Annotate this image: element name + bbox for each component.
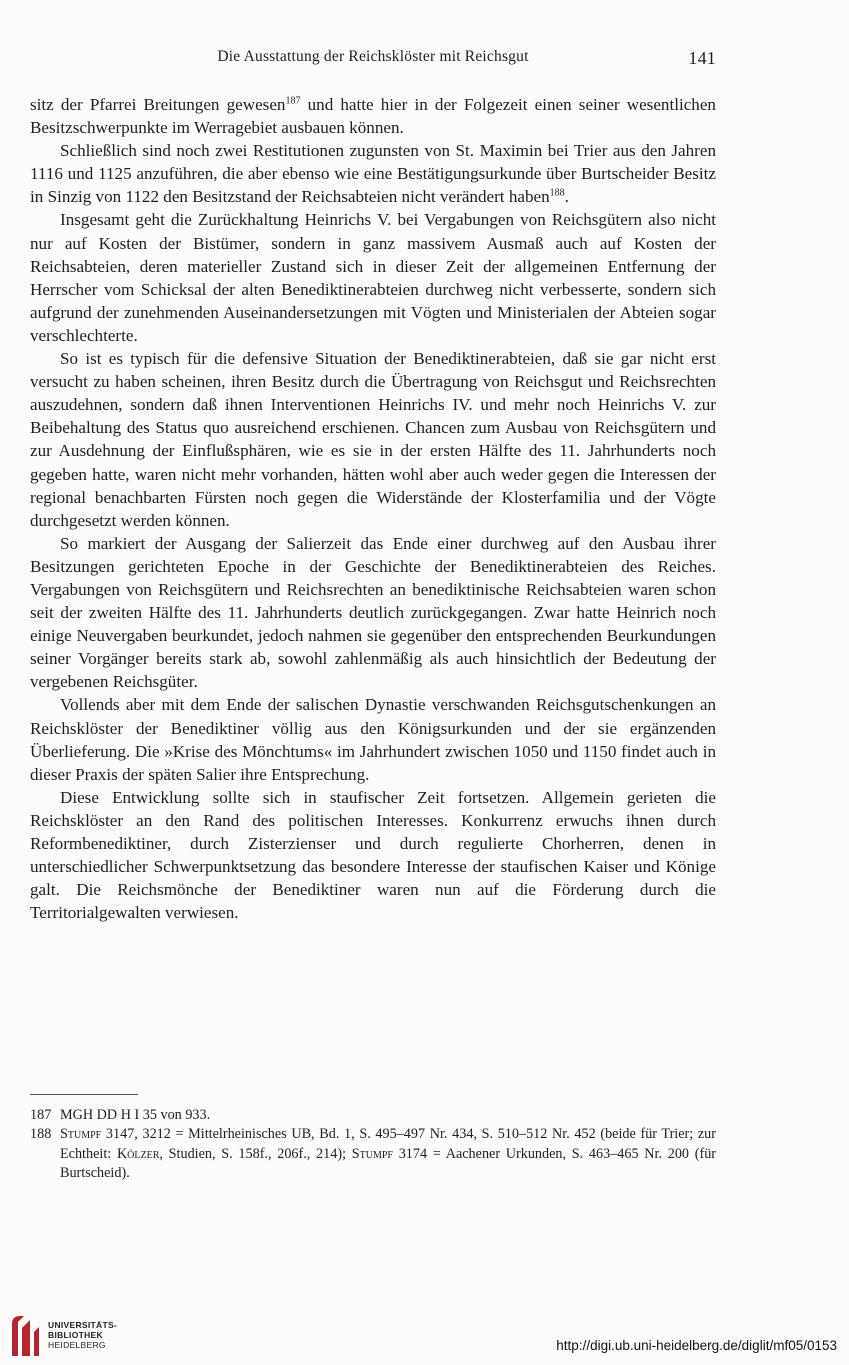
source-url-link[interactable]: http://digi.ub.uni-heidelberg.de/diglit/mf05/0153 bbox=[556, 1338, 837, 1353]
footnote-ref-188[interactable]: 188 bbox=[549, 187, 565, 199]
paragraph-2-text-a: Schließlich sind noch zwei Restitutionen zugunsten von St. Maximin bei Trier aus den Jahren 1116 und 1125 anzuführen, die aber ebenso wie eine Bestätigungsurkunde über Burtscheider Besitz in Sinzig von 1122 den Besitzstand der Reichsabteien nicht verändert haben bbox=[30, 141, 716, 207]
library-logo bbox=[8, 1310, 138, 1360]
footnote-text: , Studien, S. 158f., 206f., 214); bbox=[159, 1145, 352, 1162]
library-name bbox=[48, 1320, 138, 1350]
footnote-text: 3174 = Aachener Urkunden, S. 463–465 Nr. 200 (für Burtscheid). bbox=[60, 1145, 717, 1181]
paragraph-7: Diese Entwicklung sollte sich in staufischer Zeit fortsetzen. Allgemein gerieten die Reichsklöster an den Rand des politischen Interesses. Konkurrenz erwuchs ihnen durch Reformbenediktiner, durch Zisterzienser und durch regulierte Chorherren, denen in unterschiedlicher Schwerpunktsetzung das besondere Interesse der staufischen Kaiser und Könige galt. Die Reichsmönche der Benediktiner waren nun auf die Förderung durch die Territorialgewalten verwiesen. bbox=[30, 787, 716, 923]
footnote-number: 188 bbox=[30, 1126, 52, 1143]
paragraph-1-text-a: sitz der Pfarrei Breitungen gewesen bbox=[30, 95, 286, 114]
author-name: Kölzer bbox=[116, 1145, 160, 1162]
library-emblem-icon bbox=[8, 1310, 42, 1360]
paragraph-1 bbox=[30, 93, 716, 139]
paragraph-4: So ist es typisch für die defensive Situation der Benediktinerabteien, daß sie gar nicht erst versucht zu haben scheinen, ihren Besitz durch die Übertragung von Reichsgut und Reichsrechten auszudehnen, sondern daß ihnen Interventionen Heinrichs IV. und mehr noch Heinrichs V. zur Beibehaltung des Status quo ausreichend erschienen. Chancen zum Ausbau von Reichsgütern und zur Ausdehnung der Einflußsphären, wie es sie in der ersten Hälfte des 11. Jahrhunderts noch gegeben hatte, waren nicht mehr vorhanden, hätten wohl aber auch weder gegen die Interessen der regional benachbarten Fürsten noch gegen die Widerstände der Klosterfamilia und der Vögte durchgesetzt werden können. bbox=[30, 349, 716, 530]
footnote-188 bbox=[30, 1125, 716, 1183]
main-text bbox=[30, 93, 716, 924]
logo-line-2: BIBLIOTHEK bbox=[48, 1330, 103, 1340]
paragraph-2-text-b: . bbox=[564, 187, 569, 207]
footnotes bbox=[30, 1106, 716, 1183]
logo-line-3: HEIDELBERG bbox=[48, 1340, 106, 1350]
footnote-187 bbox=[30, 1106, 716, 1125]
paragraph-3: Insgesamt geht die Zurückhaltung Heinrichs V. bei Vergabungen von Reichsgütern also nicht nur auf Kosten der Bistümer, sondern in ganz massivem Ausmaß auch auf Kosten der Reichsabteien, deren materieller Zustand sich in dieser Zeit der allgemeinen Entfernung der Herrscher vom Schicksal der alten Benediktinerabteien durchweg nicht verbesserte, sondern sich aufgrund der zunehmenden Auseinandersetzungen mit Vögten und Ministerialen der Abteien sogar verschlechterte. bbox=[30, 210, 716, 345]
footnote-divider bbox=[30, 1094, 138, 1095]
paragraph-5: So markiert der Ausgang der Salierzeit das Ende einer durchweg auf den Ausbau ihrer Besitzungen gerichteten Epoche in der Geschichte der Benediktinerabteien des Reiches. Vergabungen von Reichsgütern und Reichsrechten an benediktinische Reichsabteien waren schon seit der zweiten Hälfte des 11. Jahrhunderts deutlich zurückgegangen. Zwar hatte Heinrich noch einige Neuvergaben beurkundet, jedoch nahmen sie gegenüber den entsprechenden Beurkundungen seiner Vorgänger bereits stark ab, sowohl zahlenmäßig als auch hinsichtlich der Bedeutung der vergebenen Reichsgüter. bbox=[30, 533, 716, 692]
paragraph-1-text-b: und hatte hier in der Folgezeit einen seiner wesentlichen Besitzschwerpunkte im Werragebiet ausbauen können. bbox=[30, 95, 716, 138]
footnote-ref-187[interactable]: 187 bbox=[285, 95, 301, 107]
logo-line-1: UNIVERSITÄTS- bbox=[48, 1320, 118, 1330]
footnote-text: MGH DD H I 35 von 933. bbox=[60, 1107, 211, 1123]
paragraph-6: Vollends aber mit dem Ende der salischen Dynastie verschwanden Reichsgutschenkungen an Reichsklöster der Benediktiner völlig aus den Königsurkunden und der sie ergänzenden Überlieferung. Die »Krise des Mönchtums« im Jahrhundert zwischen 1050 und 1150 findet auch in dieser Praxis der späten Salier ihre Entsprechung. bbox=[30, 695, 716, 784]
page-number: 141 bbox=[688, 48, 716, 68]
footnote-number: 187 bbox=[30, 1107, 52, 1123]
running-header bbox=[30, 48, 716, 70]
running-header-title: Die Ausstattung der Reichsklöster mit Reichsgut bbox=[217, 48, 529, 65]
author-name: Stumpf bbox=[60, 1126, 102, 1143]
author-name: Stumpf bbox=[351, 1145, 393, 1162]
footnote-text: 3147, 3212 = Mittelrheinisches UB, Bd. 1, S. 495–497 Nr. 434, S. 510–512 Nr. 452 (beide für Trier; zur Echtheit: bbox=[60, 1126, 716, 1162]
paragraph-2 bbox=[30, 139, 716, 208]
